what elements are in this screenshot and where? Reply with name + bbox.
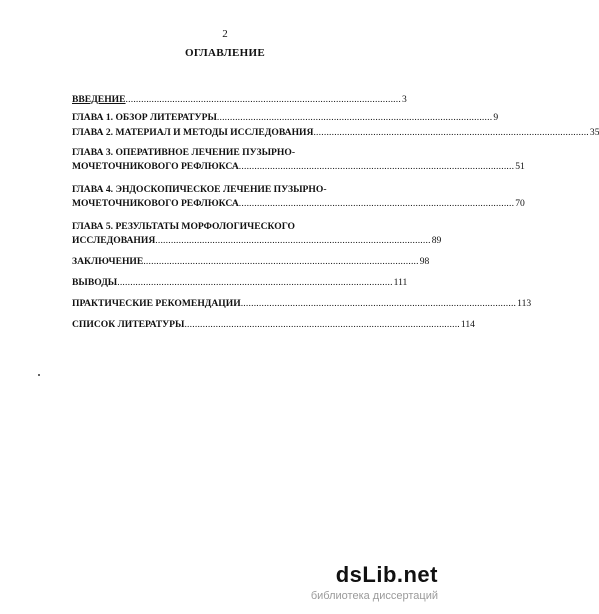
toc-entry-chapter-5[interactable]: ГЛАВА 5. РЕЗУЛЬТАТЫ МОРФОЛОГИЧЕСКОГО ИССЛЕДОВАНИЯ .......................................................................................................... 89 xyxy=(72,221,442,246)
toc-entry-label: ПРАКТИЧЕСКИЕ РЕКОМЕНДАЦИИ xyxy=(72,298,241,309)
toc-entry-recommendations[interactable]: ПРАКТИЧЕСКИЕ РЕКОМЕНДАЦИИ .......................................................................................................... 113 xyxy=(72,298,532,309)
toc-entry-label: ГЛАВА 2. МАТЕРИАЛ И МЕТОДЫ ИССЛЕДОВАНИЯ xyxy=(72,127,314,138)
toc-entry-chapter-2[interactable]: ГЛАВА 2. МАТЕРИАЛ И МЕТОДЫ ИССЛЕДОВАНИЯ .......................................................................................................... 35 xyxy=(72,127,599,138)
toc-entry-page: 35 xyxy=(589,127,599,138)
toc-entry-page: 51 xyxy=(515,161,525,172)
toc-entry-label: МОЧЕТОЧНИКОВОГО РЕФЛЮКСА xyxy=(72,161,239,172)
toc-entry-conclusion[interactable]: ЗАКЛЮЧЕНИЕ .......................................................................................................... 98 xyxy=(72,256,430,267)
watermark-subtitle: библиотека диссертаций xyxy=(310,590,438,602)
page-title: ОГЛАВЛЕНИЕ xyxy=(185,47,265,59)
toc-entry-findings[interactable]: ВЫВОДЫ .......................................................................................................... 111 xyxy=(72,277,408,288)
toc-entry-chapter-1[interactable]: ГЛАВА 1. ОБЗОР ЛИТЕРАТУРЫ .......................................................................................................... 9 xyxy=(72,112,499,123)
toc-entry-label: ЗАКЛЮЧЕНИЕ xyxy=(72,256,144,267)
toc-entry-page: 111 xyxy=(393,277,408,288)
table-of-contents xyxy=(72,93,599,332)
toc-entry-label: ГЛАВА 4. ЭНДОСКОПИЧЕСКОЕ ЛЕЧЕНИЕ ПУЗЫРНО- xyxy=(72,184,327,195)
watermark-logo: dsLib.net xyxy=(335,562,438,587)
toc-entry-chapter-3[interactable]: ГЛАВА 3. ОПЕРАТИВНОЕ ЛЕЧЕНИЕ ПУЗЫРНО- МОЧЕТОЧНИКОВОГО РЕФЛЮКСА .......................................................................................................... 51 xyxy=(72,147,525,172)
toc-entry-label: ВВЕДЕНИЕ xyxy=(72,94,126,105)
toc-entry-label: ГЛАВА 5. РЕЗУЛЬТАТЫ МОРФОЛОГИЧЕСКОГО xyxy=(72,221,296,232)
toc-entry-page: 70 xyxy=(515,198,525,209)
toc-entry-references[interactable]: СПИСОК ЛИТЕРАТУРЫ .......................................................................................................... 114 xyxy=(72,319,475,330)
scan-artifact-dot xyxy=(38,374,40,376)
toc-entry-label: ИССЛЕДОВАНИЯ xyxy=(72,235,156,246)
toc-entry-introduction[interactable]: ВВЕДЕНИЕ .......................................................................................................... 3 xyxy=(72,94,407,105)
toc-entry-label: МОЧЕТОЧНИКОВОГО РЕФЛЮКСА xyxy=(72,198,239,209)
toc-entry-page: 114 xyxy=(460,319,475,330)
toc-entry-label: ВЫВОДЫ xyxy=(72,277,118,288)
toc-entry-label: СПИСОК ЛИТЕРАТУРЫ xyxy=(72,319,185,330)
toc-entry-page: 89 xyxy=(431,235,442,246)
toc-entry-page: 113 xyxy=(517,298,532,309)
toc-entry-page: 98 xyxy=(419,256,430,267)
toc-entry-label: ГЛАВА 3. ОПЕРАТИВНОЕ ЛЕЧЕНИЕ ПУЗЫРНО- xyxy=(72,147,296,158)
toc-entry-page: 9 xyxy=(493,112,499,123)
toc-entry-chapter-4[interactable]: ГЛАВА 4. ЭНДОСКОПИЧЕСКОЕ ЛЕЧЕНИЕ ПУЗЫРНО- МОЧЕТОЧНИКОВОГО РЕФЛЮКСА .......................................................................................................... 70 xyxy=(72,184,525,209)
toc-entry-label: ГЛАВА 1. ОБЗОР ЛИТЕРАТУРЫ xyxy=(72,112,217,123)
page-number: 2 xyxy=(222,28,228,40)
watermark[interactable] xyxy=(310,562,438,606)
toc-entry-page: 3 xyxy=(401,94,407,105)
